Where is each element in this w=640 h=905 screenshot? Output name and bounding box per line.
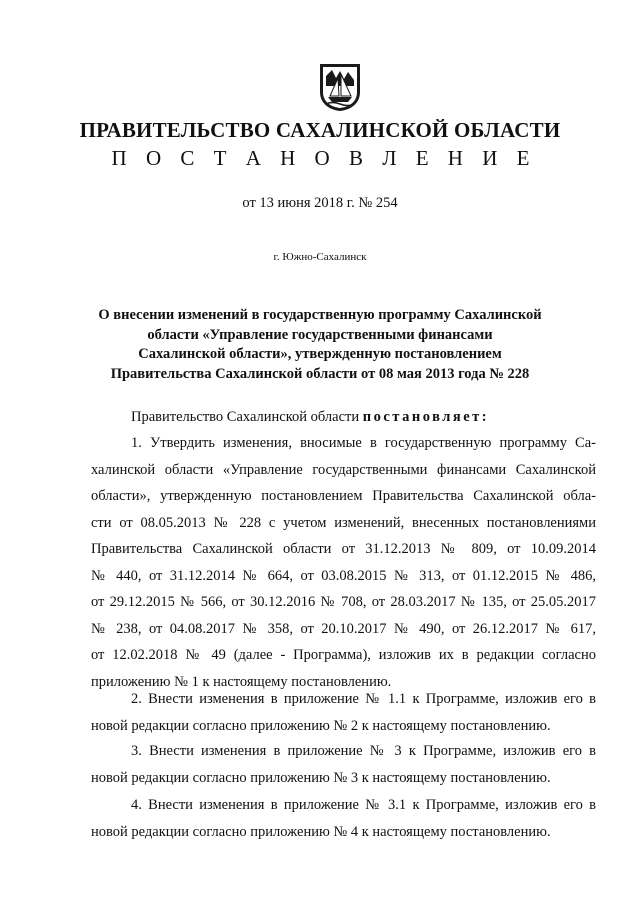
preamble-resolves: постановляет: (362, 409, 490, 425)
subject-line: Правительства Сахалинской области от 08 мая 2013 года № 228 (110, 365, 530, 382)
item-line: области», утвержденную постановлением Правительства Сахалинской обла- (91, 488, 596, 504)
city-name: г. Южно-Сахалинск (273, 251, 367, 263)
item-line: № 238, от 04.08.2017 № 358, от 20.10.2017 № 490, от 26.12.2017 № 617, (91, 620, 596, 637)
subject-line: области «Управление государственными финансами (147, 326, 493, 343)
preamble (131, 409, 489, 426)
subject-line: Сахалинской области», утвержденную постановлением (138, 346, 502, 362)
subject-line: О внесении изменений в государственную программу Сахалинской (98, 307, 542, 323)
item-line: сти от 08.05.2013 № 228 с учетом изменений, внесенных постановлениями (91, 514, 596, 531)
document-subject (0, 306, 640, 384)
item-line: новой редакции согласно приложению № 4 к настоящему постановлению. (91, 823, 551, 840)
document-type: П О С Т А Н О В Л Е Н И Е (111, 146, 537, 170)
item-line: 4. Внести изменения в приложение № 3.1 к Программе, изложив его в (131, 797, 596, 813)
item-4 (91, 792, 596, 845)
preamble-text: Правительство Сахалинской области (131, 409, 363, 425)
item-line: 2. Внести изменения в приложение № 1.1 к Программе, изложив его в (131, 691, 596, 707)
item-line: от 29.12.2015 № 566, от 30.12.2016 № 708, от 28.03.2017 № 135, от 25.05.2017 (91, 594, 596, 610)
item-2 (91, 686, 596, 739)
item-line: 3. Внести изменения в приложение № 3 к Программе, изложив его в (131, 743, 596, 759)
item-line: от 12.02.2018 № 49 (далее - Программа), изложив их в редакции согласно (91, 647, 596, 663)
government-title: ПРАВИТЕЛЬСТВО САХАЛИНСКОЙ ОБЛАСТИ (79, 118, 561, 142)
item-line: новой редакции согласно приложению № 3 к настоящему постановлению. (91, 769, 551, 786)
item-3 (91, 738, 596, 791)
date-and-number: от 13 июня 2018 г. № 254 (242, 195, 398, 211)
item-1 (91, 430, 596, 695)
sakhalin-coat-of-arms-icon (318, 62, 362, 112)
item-line: приложению № 1 к настоящему постановлению. (91, 673, 392, 690)
item-line: халинской области «Управление государственными финансами Сахалинской (91, 461, 596, 478)
item-line: новой редакции согласно приложению № 2 к настоящему постановлению. (91, 717, 551, 734)
item-line: № 440, от 31.12.2014 № 664, от 03.08.2015 № 313, от 01.12.2015 № 486, (91, 567, 596, 584)
item-line: 1. Утвердить изменения, вносимые в государственную программу Са- (131, 435, 596, 451)
item-line: Правительства Сахалинской области от 31.12.2013 № 809, от 10.09.2014 (91, 541, 596, 557)
